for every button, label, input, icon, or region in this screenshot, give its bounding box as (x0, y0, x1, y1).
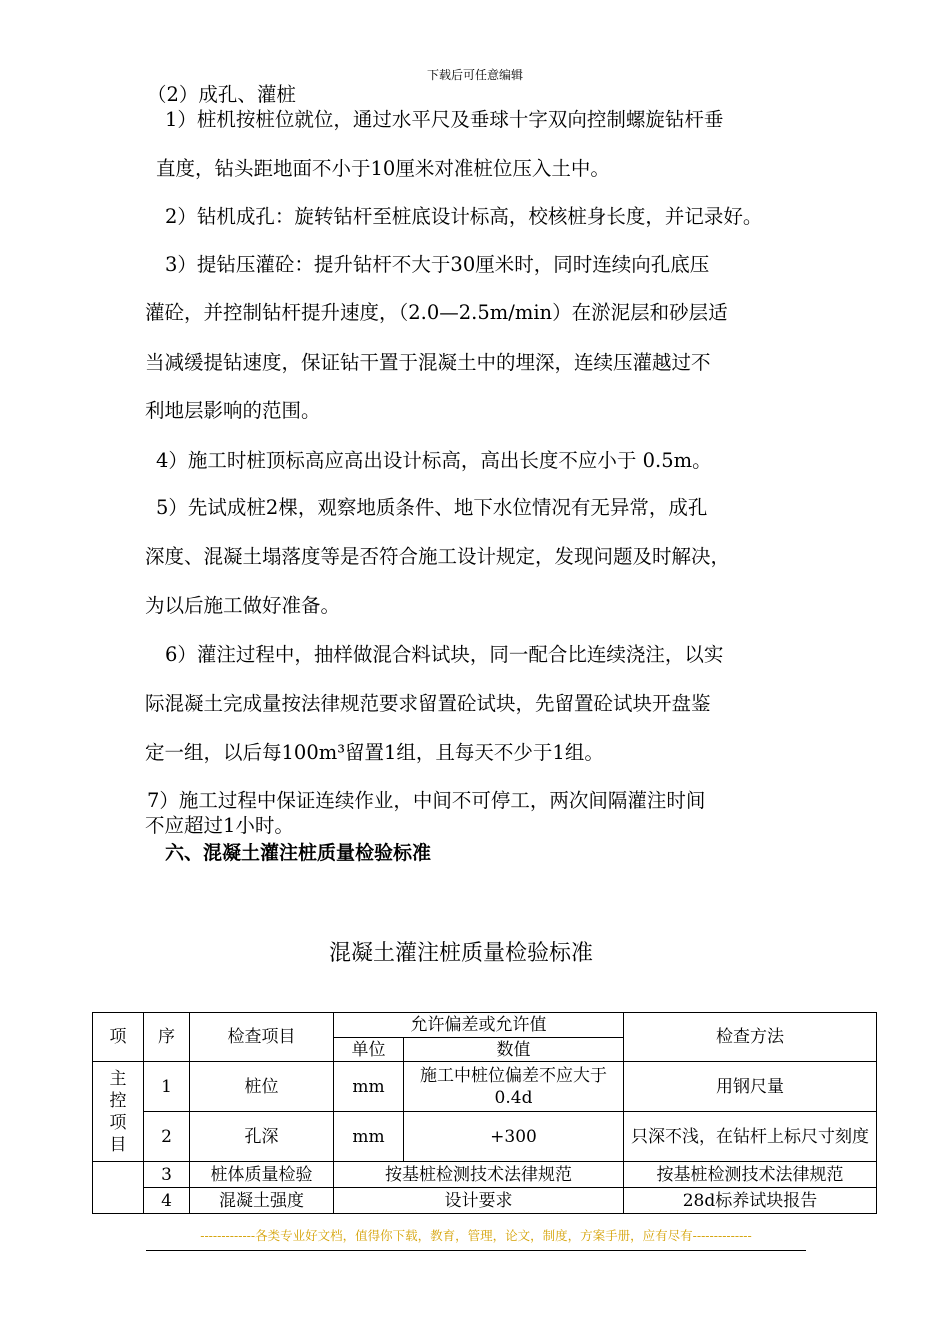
table-row (93, 1062, 877, 1112)
row-method: 用钢尺量 (624, 1062, 877, 1112)
paragraph-line: 3）提钻压灌砼：提升钻杆不大于30厘米时，同时连续向孔底压 (165, 253, 710, 276)
page-header: 下载后可任意编辑 (426, 68, 523, 82)
paragraph-line: 1）桩机按桩位就位，通过水平尺及垂球十字双向控制螺旋钻杆垂 (165, 108, 724, 131)
group-label-cell (93, 1062, 144, 1162)
quality-standard-table (92, 1012, 877, 1214)
row-no: 4 (144, 1188, 190, 1214)
row-item: 桩体质量检验 (190, 1162, 334, 1188)
row-item: 桩位 (190, 1062, 334, 1112)
header-method: 检查方法 (624, 1013, 877, 1062)
section-heading: 六、混凝土灌注桩质量检验标准 (165, 842, 432, 864)
paragraph-line: 5）先试成桩2棵，观察地质条件、地下水位情况有无异常，成孔 (156, 496, 708, 519)
table-row (93, 1112, 877, 1162)
paragraph-line: 直度，钻头距地面不小于10厘米对准桩位压入土中。 (156, 157, 610, 180)
footer-banner: -------------各类专业好文档，值得你下载，教育，管理，论文，制度，方案手册，应有尽有-------------- (146, 1226, 806, 1251)
row-item: 混凝土强度 (190, 1188, 334, 1214)
row-unit: mm (334, 1112, 404, 1162)
row-method: 按基桩检测技术法律规范 (624, 1162, 877, 1188)
row-unit: mm (334, 1062, 404, 1112)
paragraph-line: 7）施工过程中保证连续作业，中间不可停工，两次间隔灌注时间 (147, 789, 706, 812)
table-row (93, 1188, 877, 1214)
row-method: 28d标养试块报告 (624, 1188, 877, 1214)
group-label-char: 目 (109, 1134, 127, 1155)
header-tolerance: 允许偏差或允许值 (334, 1013, 624, 1038)
paragraph-line: 不应超过1小时。 (145, 814, 294, 837)
header-xiang: 项 (93, 1013, 144, 1062)
row-no: 3 (144, 1162, 190, 1188)
row-no: 2 (144, 1112, 190, 1162)
header-item: 检查项目 (190, 1013, 334, 1062)
header-xu: 序 (144, 1013, 190, 1062)
group-label-char: 控 (109, 1090, 127, 1111)
table-row (93, 1162, 877, 1188)
paragraph-line: 4）施工时桩顶标高应高出设计标高，高出长度不应小于 0.5m。 (156, 449, 712, 472)
header-value: 数值 (404, 1038, 624, 1062)
paragraph-line: 为以后施工做好准备。 (145, 594, 341, 617)
header-unit: 单位 (334, 1038, 404, 1062)
group-label (97, 1068, 139, 1156)
row-merged-value: 设计要求 (334, 1188, 624, 1214)
paragraph-line: 6）灌注过程中，抽样做混合料试块，同一配合比连续浇注，以实 (165, 643, 724, 666)
table-header-row (93, 1013, 877, 1038)
table-title: 混凝土灌注桩质量检验标准 (328, 941, 593, 966)
paragraph-line: 深度、混凝土塌落度等是否符合施工设计规定，发现问题及时解决， (145, 545, 731, 568)
paragraph-line: 定一组，以后每100m³留置1组，且每天不少于1组。 (145, 741, 604, 764)
row-item: 孔深 (190, 1112, 334, 1162)
paragraph-line: 灌砼，并控制钻杆提升速度，（2.0—2.5m/min）在淤泥层和砂层适 (145, 301, 728, 324)
row-method: 只深不浅，在钻杆上标尺寸刻度 (624, 1112, 877, 1162)
row-value: +300 (404, 1112, 624, 1162)
group-label-char: 项 (109, 1112, 127, 1133)
group-label-char: 主 (109, 1068, 127, 1089)
row-value: 施工中桩位偏差不应大于0.4d (404, 1062, 624, 1112)
row-no: 1 (144, 1062, 190, 1112)
group-label-continuation (93, 1162, 144, 1188)
paragraph-line: （2）成孔、灌桩 (147, 83, 296, 106)
paragraph-line: 2）钻机成孔：旋转钻杆至桩底设计标高，校核桩身长度，并记录好。 (165, 205, 763, 228)
row-merged-value: 按基桩检测技术法律规范 (334, 1162, 624, 1188)
paragraph-line: 当减缓提钻速度，保证钻干置于混凝土中的埋深，连续压灌越过不 (145, 351, 711, 374)
paragraph-line: 际混凝土完成量按法律规范要求留置砼试块，先留置砼试块开盘鉴 (145, 692, 711, 715)
group-label-continuation (93, 1188, 144, 1214)
paragraph-line: 利地层影响的范围。 (145, 399, 321, 422)
